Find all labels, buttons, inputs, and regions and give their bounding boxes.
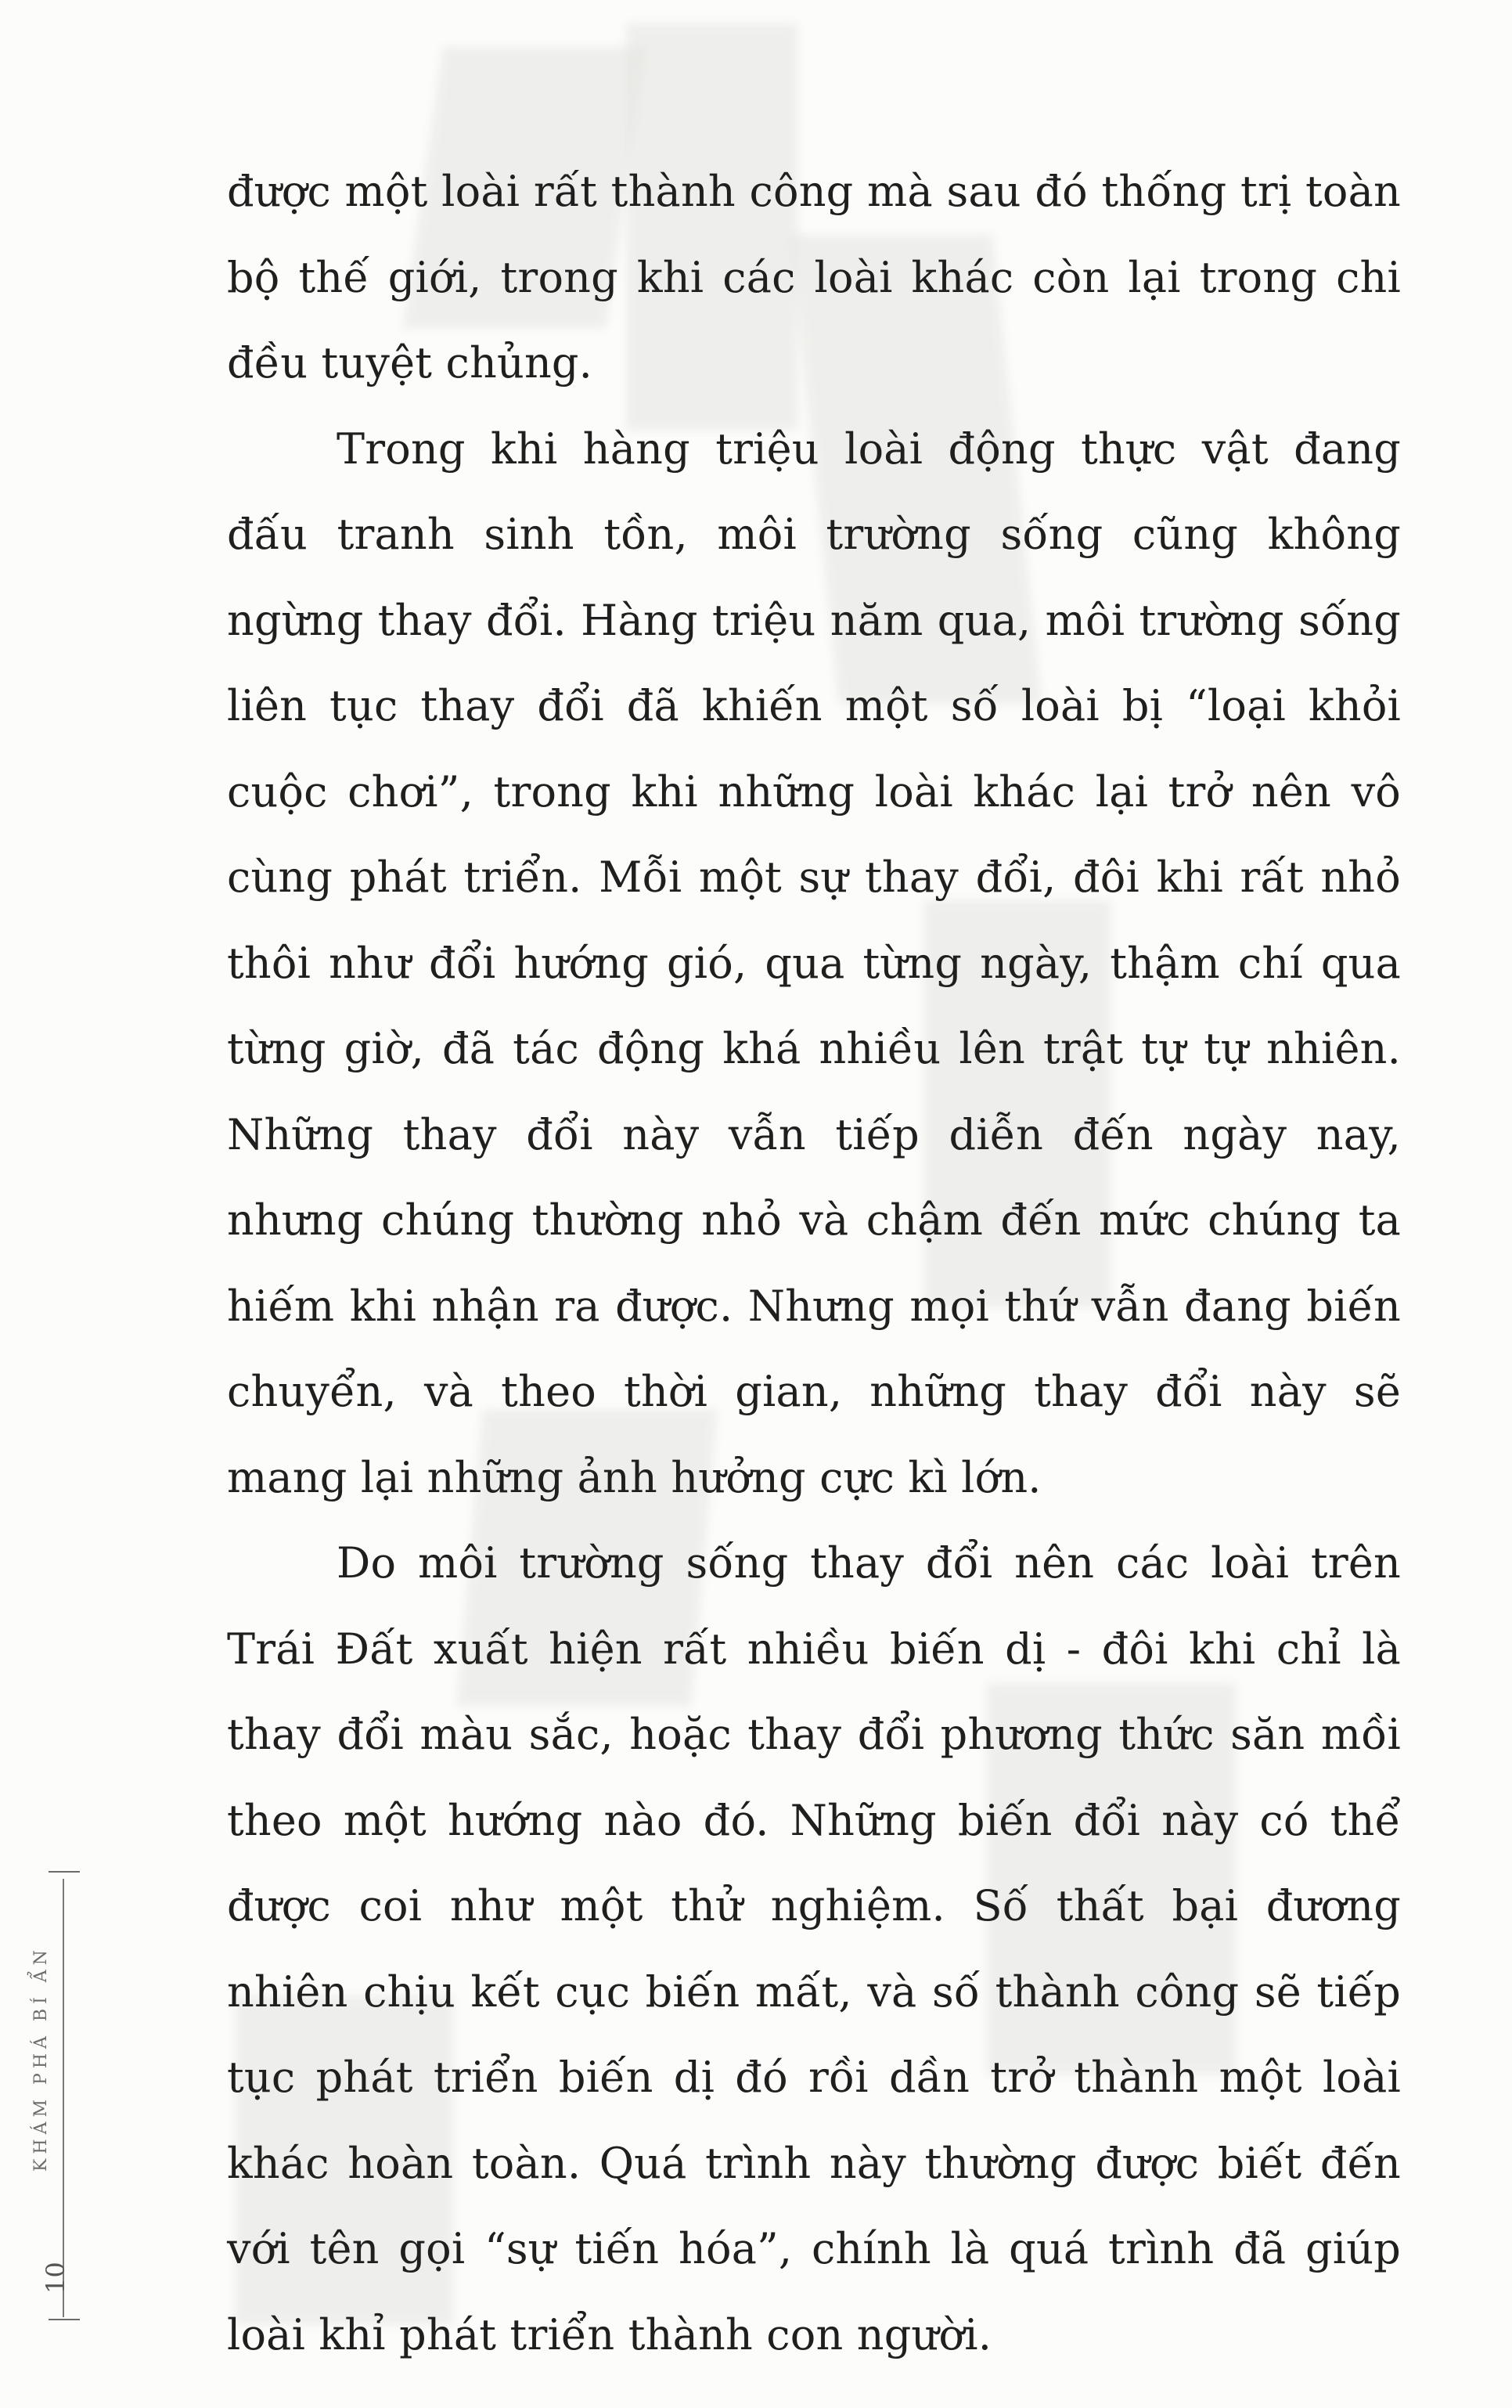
page-number: 10 xyxy=(41,2262,70,2294)
paragraph-environment-change: Trong khi hàng triệu loài động thực vật đang đấu tranh sinh tồn, môi trường sống cũng không ngừng thay đổi. Hàng triệu năm qua, môi trường sống liên tục thay đổi đã khiến một số loài bị “loại khỏi cuộc chơi”, trong khi những loài khác lại trở nên vô cùng phát triển. Mỗi một sự thay đổi, đôi khi rất nhỏ thôi như đổi hướng gió, qua từng ngày, thậm chí qua từng giờ, đã tác động khá nhiều lên trật tự tự nhiên. Những thay đổi này vẫn tiếp diễn đến ngày nay, nhưng chúng thường nhỏ và chậm đến mức chúng ta hiếm khi nhận ra được. Nhưng mọi thứ vẫn đang biến chuyển, và theo thời gian, những thay đổi này sẽ mang lại những ảnh hưởng cực kì lớn. xyxy=(227,424,1401,1502)
paragraph-continuation: được một loài rất thành công mà sau đó thống trị toàn bộ thế giới, trong khi các loài khác còn lại trong chi đều tuyệt chủng. xyxy=(227,167,1401,388)
header-rule-top xyxy=(49,1871,80,1880)
header-rule-bottom xyxy=(49,2319,80,2320)
paragraph-evolution: Do môi trường sống thay đổi nên các loài trên Trái Đất xuất hiện rất nhiều biến dị - đôi khi chỉ là thay đổi màu sắc, hoặc thay đổi phương thức săn mồi theo một hướng nào đó. Những biến đổi này có thể được coi như một thử nghiệm. Số thất bại đương nhiên chịu kết cục biến mất, và số thành công sẽ tiếp tục phát triển biến dị đó rồi dần trở thành một loài khác hoàn toàn. Quá trình này thường được biết đến với tên gọi “sự tiến hóa”, chính là quá trình đã giúp loài khỉ phát triển thành con người. xyxy=(227,1538,1401,2359)
page-body xyxy=(227,149,1401,2377)
running-header: KHÁM PHÁ BÍ ẨN xyxy=(31,1945,51,2172)
